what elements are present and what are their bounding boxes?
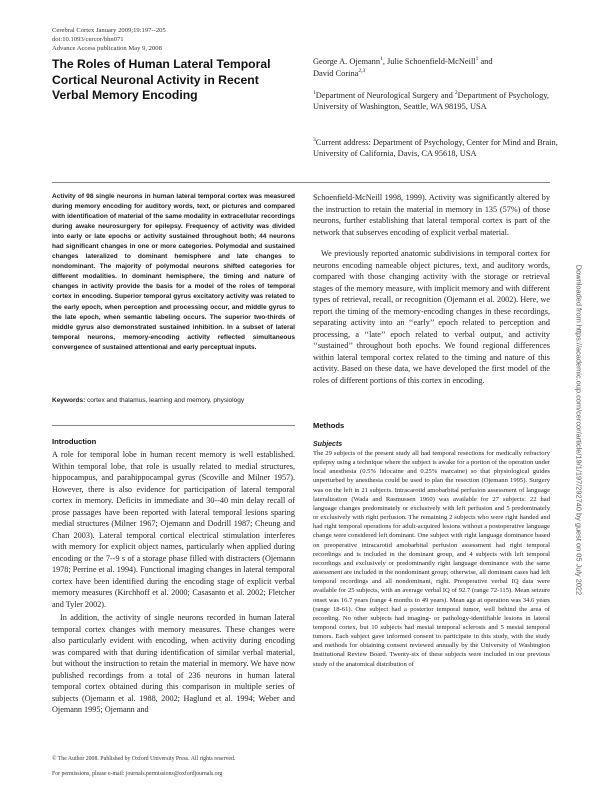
keywords-label: Keywords: xyxy=(52,397,86,404)
download-watermark: Downloaded from https://academic.oup.com/cercor/article/19/1/197/292740 by guest on 05 July 2022 xyxy=(574,264,584,596)
author-conjunction: and xyxy=(478,57,493,66)
author-name: George A. Ojemann xyxy=(313,57,381,66)
journal-citation: Cerebral Cortex January 2009;19:197--205 xyxy=(52,27,166,34)
affiliation-2 xyxy=(313,137,558,159)
keywords-text: cortex and thalamus, learning and memory, physiology xyxy=(85,397,245,404)
introduction-heading: Introduction xyxy=(52,437,97,446)
affil-text: Department of Neurological Surgery and xyxy=(315,91,455,100)
author-name: , Julie Schoenfield-McNeill xyxy=(382,57,476,66)
right-column-paragraph-2-text: We previously reported anatomic subdivisions in temporal cortex for neurons encoding nameable object pictures, text, and auditory words, compared with those changing activity with the storage or retrieval stages of the memory measure, with implicit memory and with different types of retrieval, recall, or recognition (Ojemann et al. 2002). Here, we report the timing of the memory-encoding changes in these recordings, separating activity into an ‘‘early’’ epoch related to perception and processing, a ‘‘late’’ epoch related to verbal output, and activity ‘‘sustained’’ throughout both epochs. We found regional differences within lateral temporal cortex related to the timing and nature of this activity. Based on these data, we have developed the first model of the roles of different portions of this cortex in encoding. xyxy=(313,249,550,385)
right-column-paragraph-2 xyxy=(313,248,550,386)
affil-mark: 3 xyxy=(313,137,316,144)
access-date: Advance Access publication May 9, 2008 xyxy=(52,44,162,52)
journal-header xyxy=(52,27,166,53)
methods-heading: Methods xyxy=(313,421,345,430)
author-affil-mark: 1 xyxy=(475,56,479,63)
keywords xyxy=(52,396,295,406)
article-title: The Roles of Human Lateral Temporal Cortical Neuronal Activity in Recent Verbal Memory Encoding xyxy=(52,57,271,102)
affiliation-1 xyxy=(313,90,558,112)
header-divider xyxy=(52,182,550,183)
permissions-line: For permissions, please e-mail: journals.permissions@oxfordjournals.org xyxy=(52,770,223,777)
copyright-footer xyxy=(52,748,295,786)
methods-subjects-text: The 29 subjects of the present study all had temporal resections for medically refractory epilepsy using a technique where the subject is awake for a portion of the operation under local anesthesia (0.5% lidocaine and 0.25% marcaine) so that physiological guides unperturbed by anesthesia could be used to plan the resection (Ojemann 1995). Surgery was on the left in 21 subjects. Intracarotid amobarbital perfusion assessment of language lateralization (Wada and Rasmussen 1960) was available for 27 subjects: 22 had language changes predominately or exclusively with left perfusion and 5 predominately or exclusively with right perfusion. The remaining 2 subjects who were right handed and had right temporal operations for adult-acquired lesions without a postoperative language change were considered left dominant. One subject with right language dominance based on preoperative intracarotid amobarbital perfusion assessment had right temporal recordings and is included in the dominant group, and 4 subjects with left temporal recordings and exclusively or predominantly right language dominance with the same assessment are included in the nondominant group; otherwise, all dominant cases had left temporal recordings and all nondominant, right. Preoperative verbal IQ data were available for 25 subjects, with an average verbal IQ of 92.7 (range 72-115). Mean seizure onset was 16.7 years (range 4 months to 49 years). Mean age at operation was 34.6 years (range 18-61). One subject had a posterior temporal tumor, well behind the area of recording. No other subjects had imaging- or pathology-identifiable lesions in lateral temporal cortex, but 10 subjects had mesial temporal sclerosis and 5 mesial temporal tumors. Each subject gave informed consent to participate in this study, with the study and methods for obtaining consent reviewed annually by the University of Washington Institutional Review Board. Twenty-six of these subjects were included in our previous study of the anatomical distribution of xyxy=(313,450,550,668)
right-column-paragraph-1: Schoenfield-McNeill 1998, 1999). Activity was significantly altered by the instruction to retain the material in memory in 135 (57%) of those neurons, further establishing that lateral temporal cortex is part of the network that subserves encoding of explicit verbal material. xyxy=(313,193,550,237)
author-affil-mark: 1 xyxy=(380,56,383,63)
abstract: Activity of 98 single neurons in human lateral temporal cortex was measured during memory encoding for auditory words, text, or pictures and compared with identification of material of the same modality in extracellular recordings during awake neurosurgery for epilepsy. Frequency of activity was divided into early or late epochs or activity sustained throughout both; 44 neurons had significant changes in one or more categories. Polymodal and sustained changes lateralized to dominant hemisphere and late changes to nondominant. The majority of polymodal neurons shifted categories for different modalities. In dominant hemisphere, the timing and nature of changes in activity provide the basis for a model of the roles of temporal cortex in encoding. Superior temporal gyrus excitatory activity was related to the early epoch, when perception and processing occur, and middle gyrus to the late epoch, when semantic labeling occurs. The superior two-thirds of middle gyrus also demonstrated sustained inhibition. In a subset of lateral temporal neurons, memory-encoding activity reflected simultaneous convergence of sustained attentional and early perceptual inputs. xyxy=(52,193,295,351)
introduction-paragraph-2-text: In addition, the activity of single neurons recorded in human lateral temporal cortex changes with memory measures. These changes were also particularly evident with encoding, when activity during encoding was compared with that during identification of similar verbal material, but without the instruction to retain the material in memory. We have now published recordings from a total of 236 neurons in human lateral temporal cortex obtained during this comparison in multiple series of subjects (Ojemann et al. 1988, 2002; Haglund et al. 1994; Weber and Ojemann 1995; Ojemann and xyxy=(52,613,295,714)
affil-mark: 2 xyxy=(454,90,458,97)
author-affil-mark: 2,3 xyxy=(358,67,366,74)
introduction-paragraph-2 xyxy=(52,612,295,716)
copyright-line: © The Author 2008. Published by Oxford University Press. All rights reserved. xyxy=(52,755,236,762)
introduction-paragraph-1: A role for temporal lobe in human recent memory is well established. Within temporal lobe, that role is usually related to medial structures, hippocampus, and parahippocampal gyrus (Scoville and Milner 1957). However, there is also evidence for participation of lateral temporal cortex in memory. Deficits in immediate and 30--40 min delay recall of prose passages have been reported with lateral temporal lesions sparing medial structures (Milner 1967; Ojemann and Dodrill 1987; Cheung and Chan 2003). Lateral temporal cortical electrical stimulation interferes with memory for explicit object names, particularly when applied during encoding or the 7--9 s of a storage phase filled with distracters (Ojemann 1978; Perrine et al. 1994). Functional imaging changes in lateral temporal cortex have been identified during the encoding stage of explicit verbal memory measures (Kirchhoff et al. 2000; Casasanto et al. 2002; Fletcher and Tyler 2002). xyxy=(52,450,295,609)
affil-text: Current address: Department of Psychology, Center for Mind and Brain, University of California, Davis, CA 95618, USA xyxy=(313,138,558,159)
affil-mark: 1 xyxy=(313,90,316,97)
doi: doi:10.1093/cercor/bhn071 xyxy=(52,35,124,43)
author-name: David Corina xyxy=(313,68,359,78)
author-list xyxy=(313,56,548,79)
subjects-subheading: Subjects xyxy=(313,441,343,448)
abstract-divider xyxy=(52,425,295,426)
affil-text: Department of Psychology, University of Washington, Seattle, WA 98195, USA xyxy=(313,91,549,112)
